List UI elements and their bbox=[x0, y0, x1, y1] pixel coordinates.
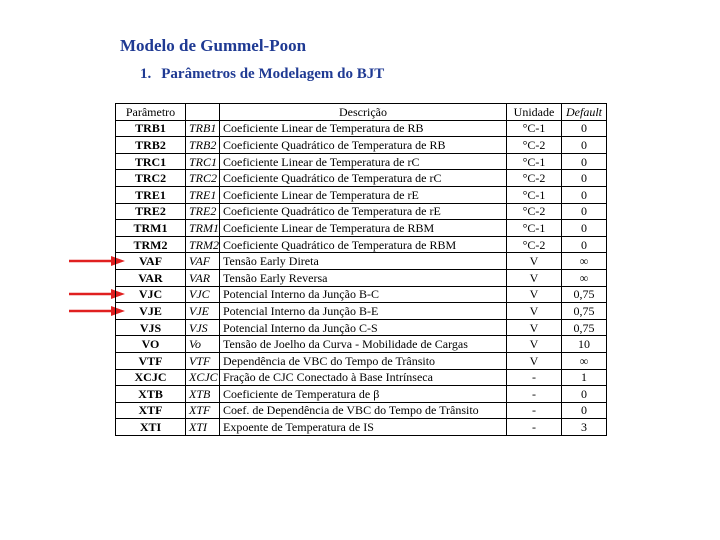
param-default: 1 bbox=[562, 369, 607, 386]
param-description: Coeficiente de Temperatura de β bbox=[220, 386, 507, 403]
table-row bbox=[116, 269, 607, 286]
param-default: 0 bbox=[562, 203, 607, 220]
param-description: Tensão de Joelho da Curva - Mobilidade de Cargas bbox=[220, 336, 507, 353]
param-symbol: TRE2 bbox=[186, 203, 220, 220]
table-row bbox=[116, 369, 607, 386]
param-name: TRM2 bbox=[116, 236, 186, 253]
param-unit: V bbox=[507, 303, 562, 320]
param-default: 0,75 bbox=[562, 319, 607, 336]
header-descricao: Descrição bbox=[220, 104, 507, 121]
table-row bbox=[116, 336, 607, 353]
param-unit: V bbox=[507, 336, 562, 353]
param-name: VJC bbox=[116, 286, 186, 303]
param-description: Fração de CJC Conectado à Base Intrínseca bbox=[220, 369, 507, 386]
param-default: 0,75 bbox=[562, 286, 607, 303]
param-name: XCJC bbox=[116, 369, 186, 386]
param-unit: °C-2 bbox=[507, 170, 562, 187]
table-row bbox=[116, 186, 607, 203]
param-default: 0,75 bbox=[562, 303, 607, 320]
table-row bbox=[116, 236, 607, 253]
param-symbol: XTB bbox=[186, 386, 220, 403]
param-unit: V bbox=[507, 352, 562, 369]
param-symbol: TRB2 bbox=[186, 137, 220, 154]
table-row bbox=[116, 303, 607, 320]
param-name: TRE1 bbox=[116, 186, 186, 203]
param-symbol: XTF bbox=[186, 402, 220, 419]
param-name: TRM1 bbox=[116, 220, 186, 237]
param-default: ∞ bbox=[562, 269, 607, 286]
table-row bbox=[116, 120, 607, 137]
table-row bbox=[116, 170, 607, 187]
param-unit: °C-2 bbox=[507, 137, 562, 154]
param-name: XTI bbox=[116, 419, 186, 436]
parameter-table bbox=[115, 103, 607, 436]
param-symbol: VAF bbox=[186, 253, 220, 270]
header-unidade: Unidade bbox=[507, 104, 562, 121]
param-name: TRC1 bbox=[116, 153, 186, 170]
param-description: Potencial Interno da Junção B-E bbox=[220, 303, 507, 320]
param-description: Coeficiente Linear de Temperatura de RB bbox=[220, 120, 507, 137]
param-name: TRB1 bbox=[116, 120, 186, 137]
header-symbol bbox=[186, 104, 220, 121]
table-row bbox=[116, 153, 607, 170]
param-description: Potencial Interno da Junção C-S bbox=[220, 319, 507, 336]
param-name: VJE bbox=[116, 303, 186, 320]
param-name: XTF bbox=[116, 402, 186, 419]
param-description: Coeficiente Linear de Temperatura de rC bbox=[220, 153, 507, 170]
param-symbol: TRB1 bbox=[186, 120, 220, 137]
param-default: 10 bbox=[562, 336, 607, 353]
param-unit: °C-1 bbox=[507, 153, 562, 170]
param-symbol: Vo bbox=[186, 336, 220, 353]
param-description: Dependência de VBC do Tempo de Trânsito bbox=[220, 352, 507, 369]
param-symbol: VTF bbox=[186, 352, 220, 369]
param-description: Coeficiente Quadrático de Temperatura de RBM bbox=[220, 236, 507, 253]
param-symbol: VJE bbox=[186, 303, 220, 320]
param-description: Tensão Early Direta bbox=[220, 253, 507, 270]
param-symbol: VAR bbox=[186, 269, 220, 286]
param-symbol: TRM1 bbox=[186, 220, 220, 237]
param-name: VAR bbox=[116, 269, 186, 286]
param-unit: V bbox=[507, 319, 562, 336]
param-unit: °C-1 bbox=[507, 120, 562, 137]
table-row bbox=[116, 402, 607, 419]
table-header-row bbox=[116, 104, 607, 121]
section-number: 1. bbox=[140, 66, 152, 82]
param-default: 0 bbox=[562, 120, 607, 137]
table-row bbox=[116, 253, 607, 270]
param-default: 0 bbox=[562, 220, 607, 237]
table-row bbox=[116, 203, 607, 220]
param-name: VJS bbox=[116, 319, 186, 336]
param-description: Coef. de Dependência de VBC do Tempo de Trânsito bbox=[220, 402, 507, 419]
param-symbol: TRC2 bbox=[186, 170, 220, 187]
header-default: Default bbox=[562, 104, 607, 121]
param-unit: - bbox=[507, 386, 562, 403]
param-default: ∞ bbox=[562, 253, 607, 270]
table-row bbox=[116, 419, 607, 436]
param-unit: V bbox=[507, 286, 562, 303]
param-symbol: XTI bbox=[186, 419, 220, 436]
table-row bbox=[116, 137, 607, 154]
param-unit: °C-1 bbox=[507, 186, 562, 203]
param-default: 0 bbox=[562, 186, 607, 203]
param-description: Potencial Interno da Junção B-C bbox=[220, 286, 507, 303]
table-row bbox=[116, 319, 607, 336]
param-unit: - bbox=[507, 402, 562, 419]
param-default: 0 bbox=[562, 137, 607, 154]
param-default: 0 bbox=[562, 386, 607, 403]
table-row bbox=[116, 220, 607, 237]
param-symbol: VJS bbox=[186, 319, 220, 336]
param-name: VTF bbox=[116, 352, 186, 369]
param-symbol: TRE1 bbox=[186, 186, 220, 203]
section-heading bbox=[140, 66, 384, 83]
param-unit: °C-2 bbox=[507, 236, 562, 253]
param-symbol: VJC bbox=[186, 286, 220, 303]
table-row bbox=[116, 386, 607, 403]
param-unit: - bbox=[507, 369, 562, 386]
param-name: TRE2 bbox=[116, 203, 186, 220]
param-symbol: XCJC bbox=[186, 369, 220, 386]
param-default: ∞ bbox=[562, 352, 607, 369]
param-description: Tensão Early Reversa bbox=[220, 269, 507, 286]
table-row bbox=[116, 352, 607, 369]
param-unit: °C-2 bbox=[507, 203, 562, 220]
param-description: Coeficiente Quadrático de Temperatura de rE bbox=[220, 203, 507, 220]
param-description: Coeficiente Quadrático de Temperatura de RB bbox=[220, 137, 507, 154]
param-description: Coeficiente Linear de Temperatura de rE bbox=[220, 186, 507, 203]
param-default: 0 bbox=[562, 236, 607, 253]
param-name: VO bbox=[116, 336, 186, 353]
page-title: Modelo de Gummel-Poon bbox=[120, 36, 307, 55]
param-name: XTB bbox=[116, 386, 186, 403]
param-description: Coeficiente Quadrático de Temperatura de rC bbox=[220, 170, 507, 187]
section-title: Parâmetros de Modelagem do BJT bbox=[161, 66, 385, 82]
param-unit: - bbox=[507, 419, 562, 436]
param-description: Expoente de Temperatura de IS bbox=[220, 419, 507, 436]
param-default: 3 bbox=[562, 419, 607, 436]
param-unit: °C-1 bbox=[507, 220, 562, 237]
param-unit: V bbox=[507, 253, 562, 270]
table-row bbox=[116, 286, 607, 303]
param-name: TRB2 bbox=[116, 137, 186, 154]
param-description: Coeficiente Linear de Temperatura de RBM bbox=[220, 220, 507, 237]
param-default: 0 bbox=[562, 153, 607, 170]
param-default: 0 bbox=[562, 170, 607, 187]
param-symbol: TRC1 bbox=[186, 153, 220, 170]
param-name: VAF bbox=[116, 253, 186, 270]
param-name: TRC2 bbox=[116, 170, 186, 187]
param-default: 0 bbox=[562, 402, 607, 419]
param-symbol: TRM2 bbox=[186, 236, 220, 253]
header-parametro: Parâmetro bbox=[116, 104, 186, 121]
param-unit: V bbox=[507, 269, 562, 286]
